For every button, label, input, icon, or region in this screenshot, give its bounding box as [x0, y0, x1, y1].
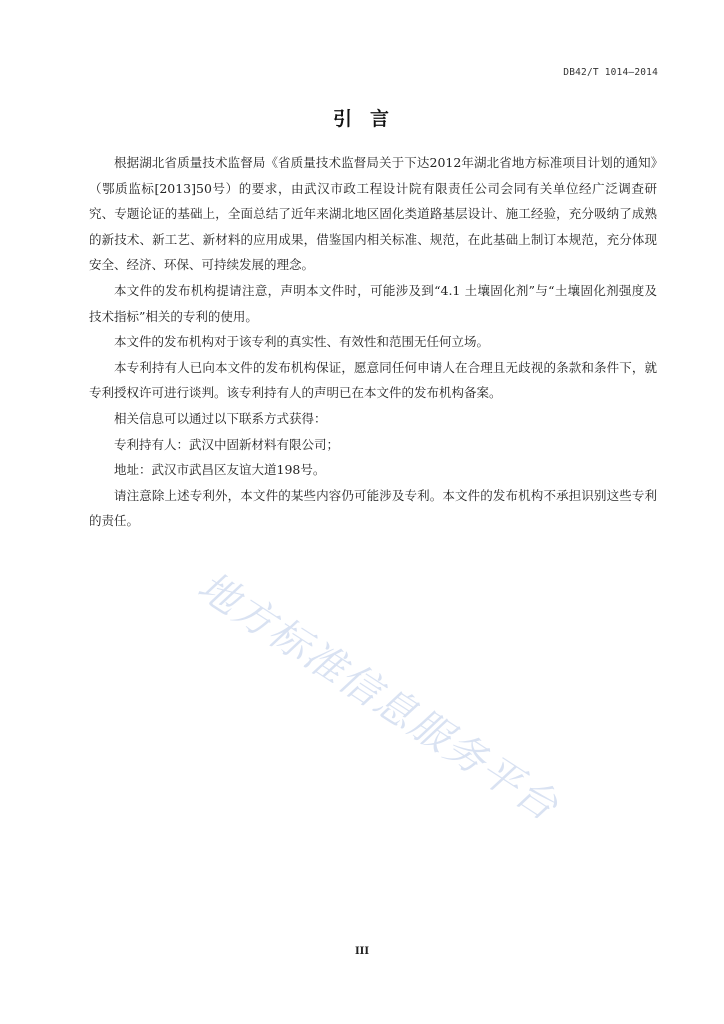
paragraph-contact-intro: 相关信息可以通过以下联系方式获得：	[114, 410, 327, 426]
paragraph-patent-guarantee: 本专利持有人已向本文件的发布机构保证，愿意同任何申请人在合理且无歧视的条款和条件下，就专利授权许可进行谈判。该专利持有人的声明已在本文件的发布机构备案。	[89, 359, 657, 401]
paragraph-address: 地址：武汉市武昌区友谊大道198号。	[114, 462, 326, 478]
paragraph-patent-position: 本文件的发布机构对于该专利的真实性、有效性和范围无任何立场。	[114, 334, 490, 350]
paragraph-patent-notice: 本文件的发布机构提请注意，声明本文件时，可能涉及到“4.1 土壤固化剂”与“土壤固化剂强度及技术指标”相关的专利的使用。	[89, 282, 657, 324]
paragraph-disclaimer: 请注意除上述专利外，本文件的某些内容仍可能涉及专利。本文件的发布机构不承担识别这些专利的责任。	[89, 487, 657, 529]
paragraph-background: 根据湖北省质量技术监督局《省质量技术监督局关于下达2012年湖北省地方标准项目计划的通知》（鄂质监标[2013]50号）的要求，由武汉市政工程设计院有限责任公司会同有关单位经广泛调查研究、专题论证的基础上，全面总结了近年来湖北地区固化类道路基层设计、施工经验，充分吸纳了成熟的新技术、新工艺、新材料的应用成果，借鉴国内相关标准、规范，在此基础上制订本规范，充分体现安全、经济、环保、可持续发展的理念。	[89, 155, 657, 273]
page-number: III	[354, 946, 370, 957]
document-code: DB42/T 1014—2014	[563, 67, 658, 78]
title-char-2: 言	[370, 108, 392, 130]
paragraph-patent-holder: 专利持有人：武汉中固新材料有限公司；	[114, 436, 340, 452]
title-char-1: 引	[332, 108, 354, 130]
page-title	[0, 104, 724, 131]
watermark: 地方标准信息服务平台	[189, 563, 567, 831]
body-text	[89, 150, 657, 534]
